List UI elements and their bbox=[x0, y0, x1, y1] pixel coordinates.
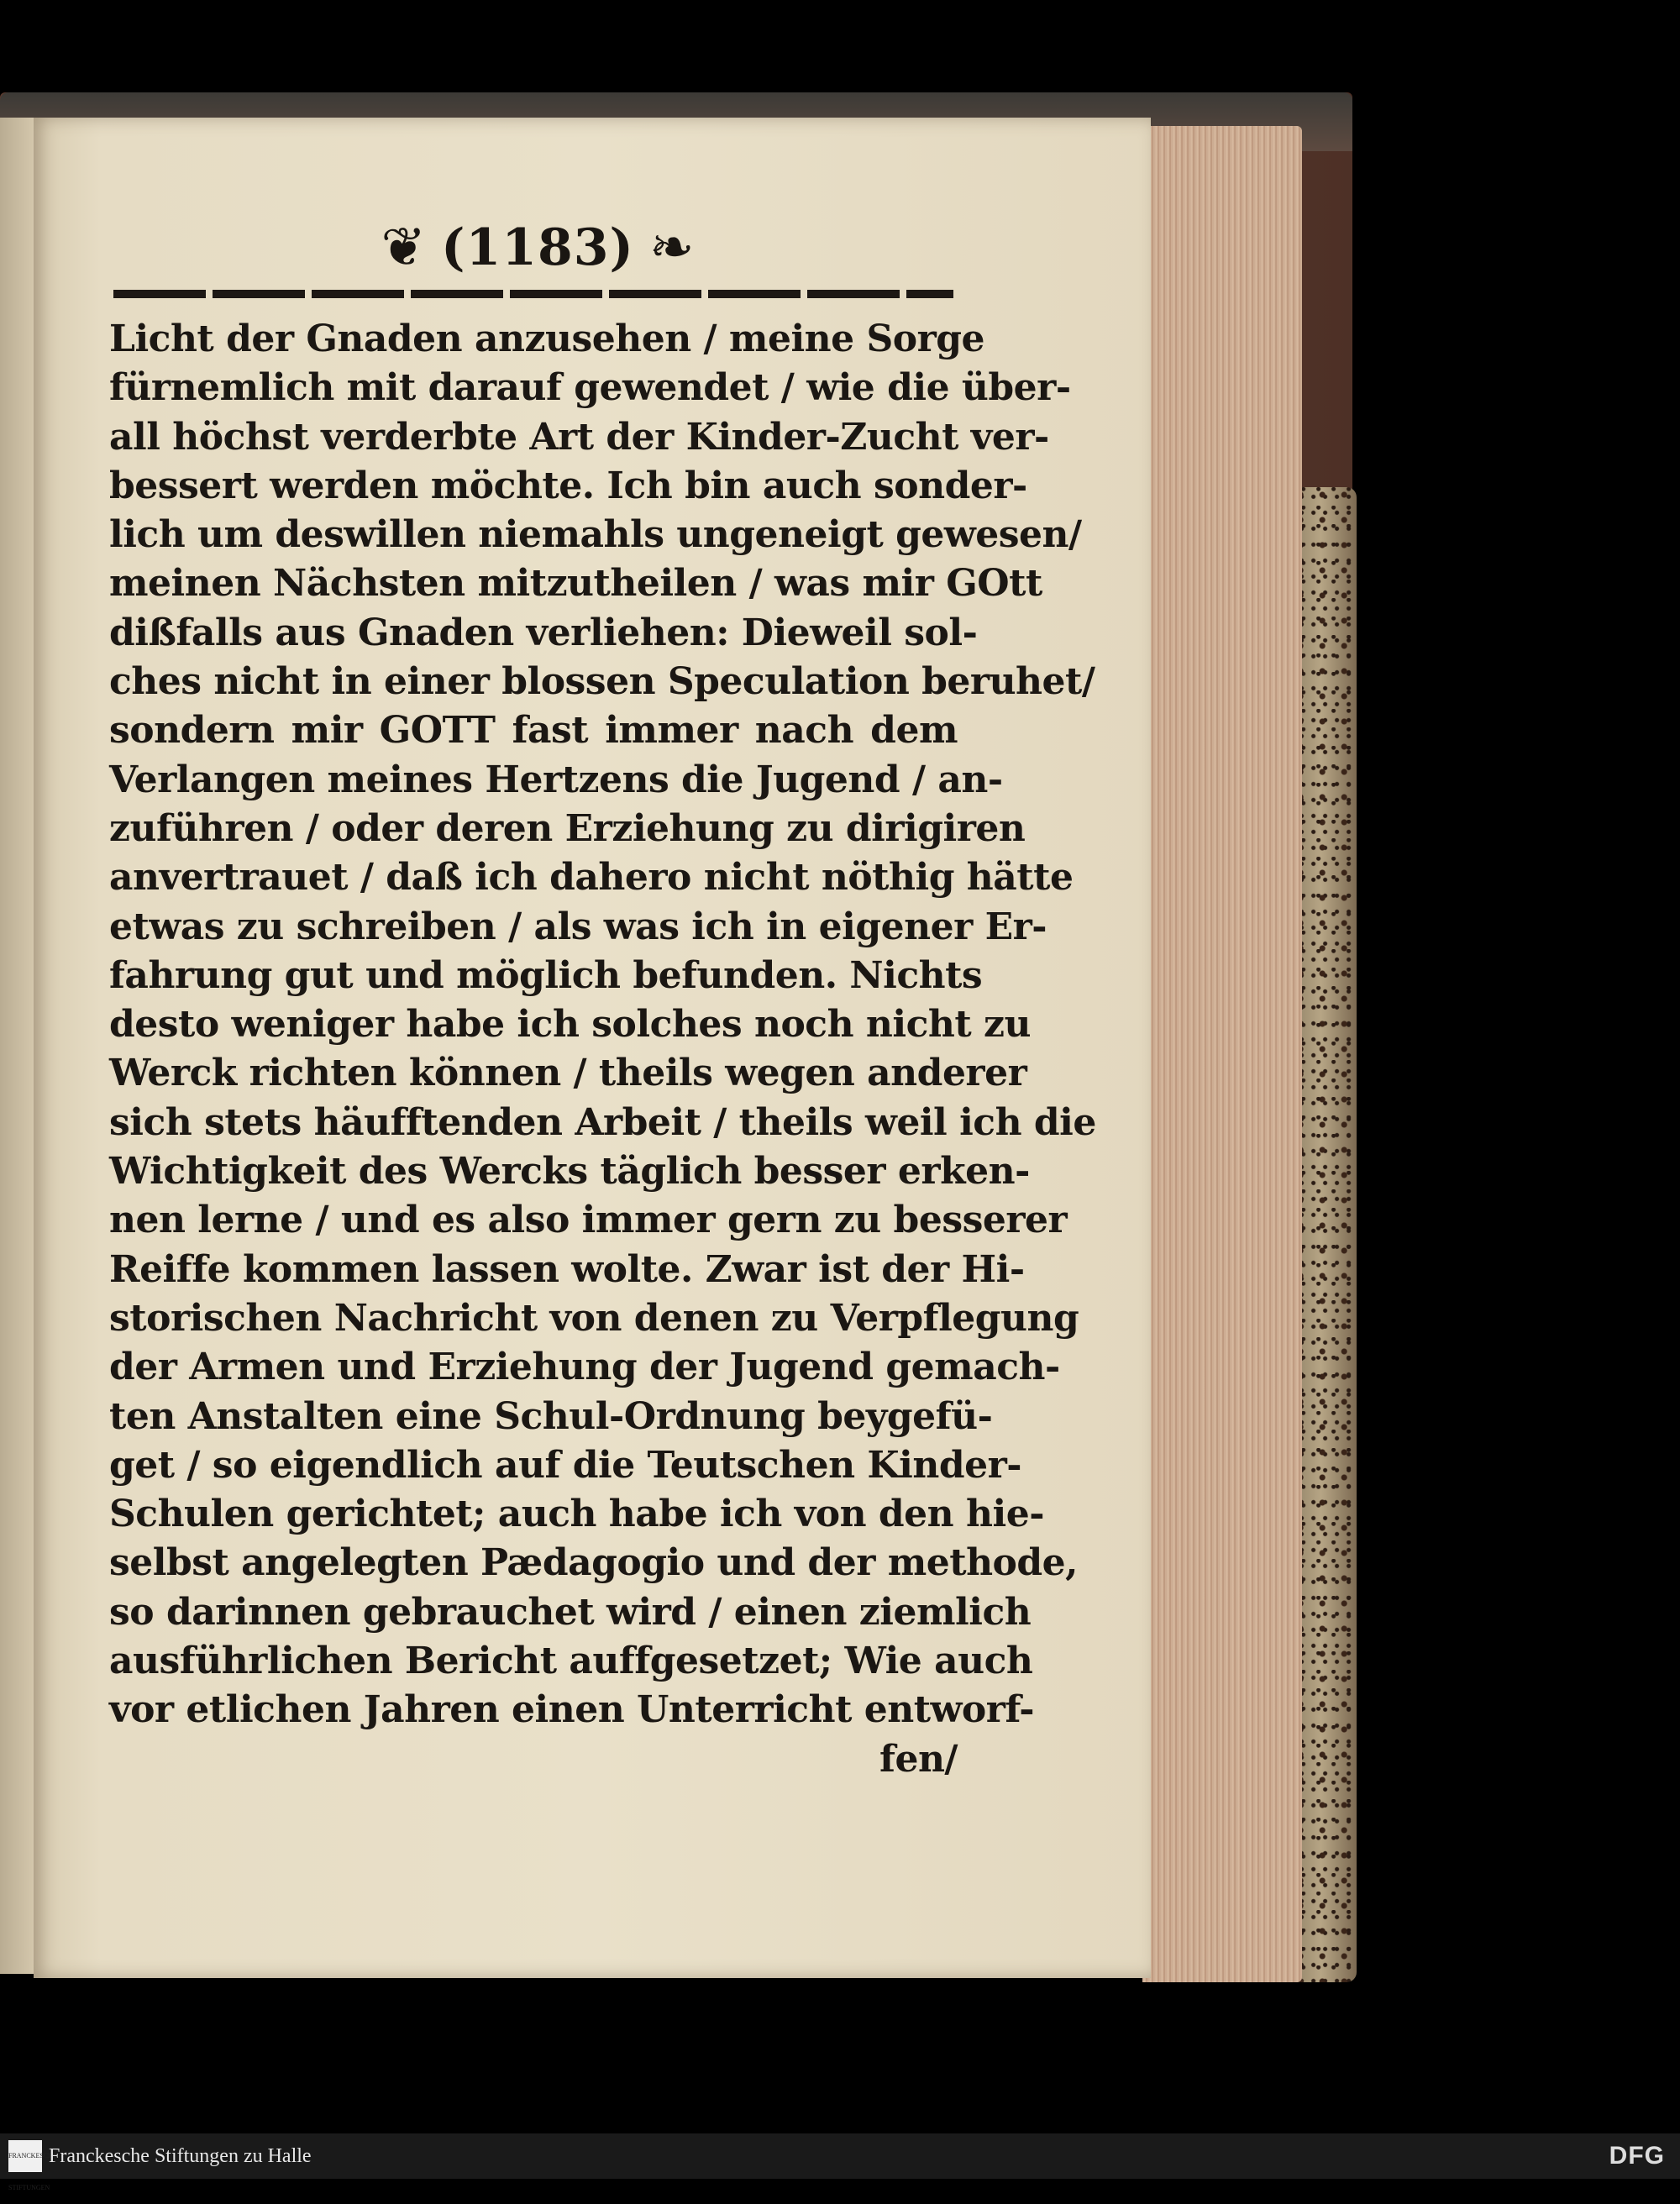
text-line: get / so eigendlich auf die Teutschen Kinder- bbox=[109, 1443, 1022, 1487]
text-line: ten Anstalten eine Schul-Ordnung beygefü- bbox=[109, 1394, 993, 1438]
institution-logo-icon: FRANCKESCHE STIFTUNGEN bbox=[8, 2140, 42, 2172]
institution-name: Franckesche Stiftungen zu Halle bbox=[49, 2145, 312, 2167]
text-line: so darinnen gebrauchet wird / einen ziemlich bbox=[109, 1590, 1032, 1634]
text-line: anvertrauet / daß ich dahero nicht nöthig hätte bbox=[109, 856, 1074, 900]
text-line: sich stets häufftenden Arbeit / theils weil ich die bbox=[109, 1100, 1096, 1144]
text-line: dißfalls aus Gnaden verliehen: Dieweil sol- bbox=[109, 611, 978, 654]
text-line: zuführen / oder deren Erziehung zu dirigiren bbox=[109, 806, 1026, 850]
text-line: Werck richten können / theils wegen anderer bbox=[109, 1052, 1027, 1095]
text-line: selbst angelegten Pædagogio und der methode, bbox=[109, 1541, 1078, 1585]
text-line: fürnemlich mit darauf gewendet / wie die über- bbox=[109, 366, 1071, 410]
text-line: all höchst verderbte Art der Kinder-Zucht ver- bbox=[109, 415, 1049, 459]
dfg-logo: DFG bbox=[1609, 2142, 1665, 2170]
text-line: fahrung gut und möglich befunden. Nichts bbox=[109, 953, 983, 997]
text-line: Schulen gerichtet; auch habe ich von den hie- bbox=[109, 1493, 1044, 1536]
text-line: der Armen und Erziehung der Jugend gemach- bbox=[109, 1346, 1060, 1389]
header-rule bbox=[113, 290, 953, 298]
text-line: Licht der Gnaden anzusehen / meine Sorge bbox=[109, 317, 985, 360]
text-line: meinen Nächsten mitzutheilen / was mir GOtt bbox=[109, 562, 1042, 606]
page-block-edges bbox=[1142, 126, 1302, 1982]
page-body-text bbox=[109, 315, 1096, 1784]
fleuron-left-icon: ❦ bbox=[381, 217, 427, 279]
catchword: fen/ bbox=[879, 1737, 958, 1781]
text-line: sondern mir GOTT fast immer nach dem bbox=[109, 709, 958, 753]
text-line: ausführlichen Bericht auffgesetzet; Wie auch bbox=[109, 1640, 1033, 1683]
page-number: (1183) bbox=[441, 218, 634, 277]
text-line: nen lerne / und es also immer gern zu besserer bbox=[109, 1199, 1068, 1242]
text-line: Reiffe kommen lassen wolte. Zwar ist der Hi- bbox=[109, 1247, 1025, 1291]
text-line: vor etlichen Jahren einen Unterricht entworf- bbox=[109, 1688, 1035, 1732]
text-line: Verlangen meines Hertzens die Jugend / an- bbox=[109, 758, 1003, 801]
text-line: storischen Nachricht von denen zu Verpflegung bbox=[109, 1296, 1079, 1340]
text-line: ches nicht in einer blossen Speculation beruhet/ bbox=[109, 660, 1095, 704]
text-line: desto weniger habe ich solches noch nicht zu bbox=[109, 1003, 1031, 1047]
fleuron-right-icon: ❧ bbox=[648, 217, 695, 279]
text-line: etwas zu schreiben / als was ich in eigener Er- bbox=[109, 905, 1047, 948]
text-line: bessert werden möchte. Ich bin auch sonder- bbox=[109, 464, 1027, 507]
text-line: Wichtigkeit des Wercks täglich besser erken- bbox=[109, 1150, 1030, 1194]
viewer-footer bbox=[0, 2133, 1680, 2191]
text-line: lich um deswillen niemahls ungeneigt gewesen/ bbox=[109, 513, 1082, 557]
page-header bbox=[353, 214, 722, 281]
